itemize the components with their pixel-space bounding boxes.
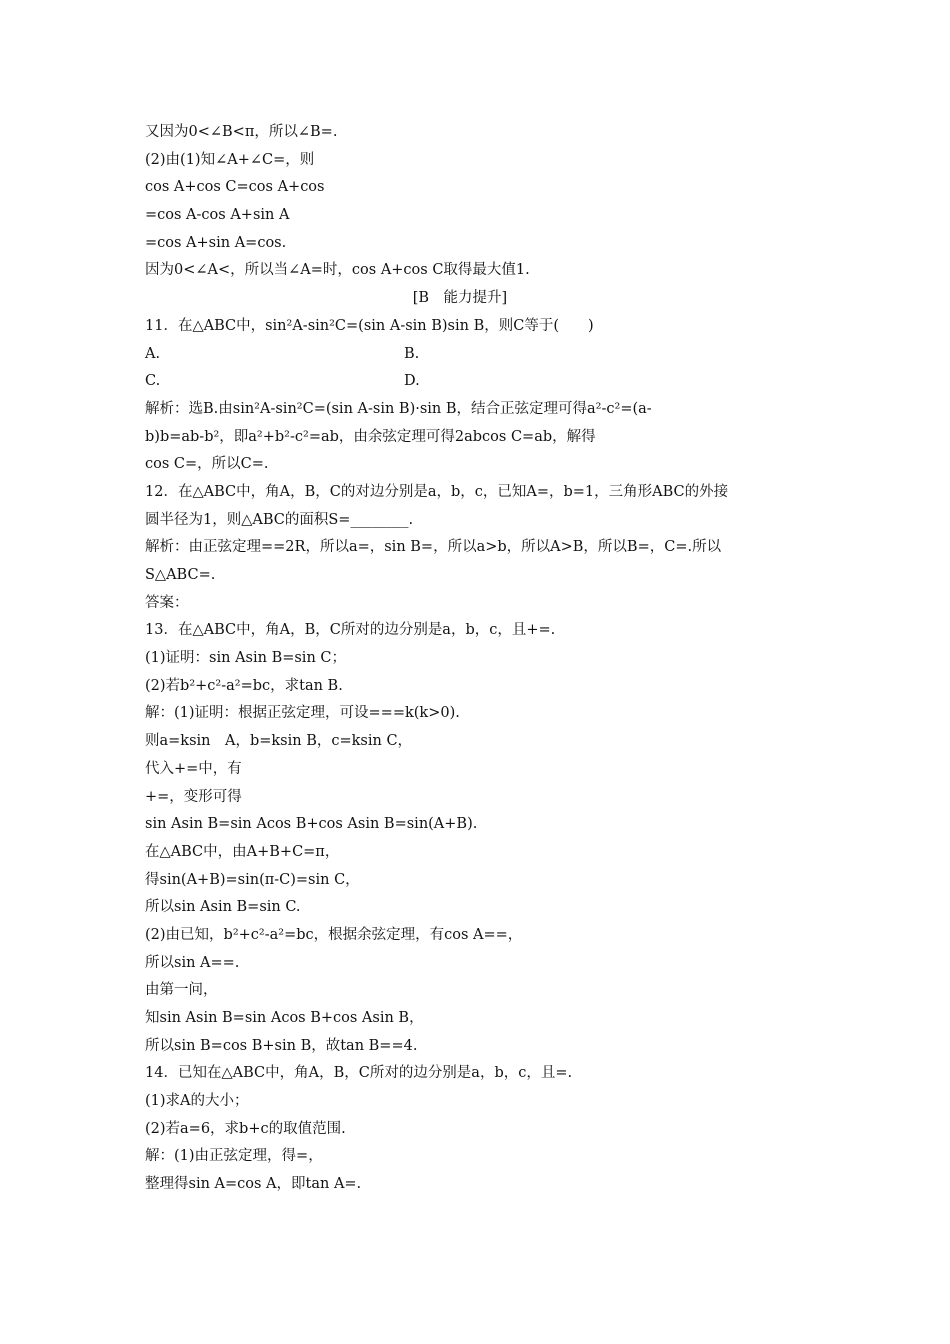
question-13-line: 则a=ksin A，b=ksin B，c=ksin C， (145, 733, 413, 750)
question-13-line: +=，变形可得 (145, 788, 242, 805)
question-14-line: 整理得sin A=cos A，即tan A=. (145, 1176, 362, 1193)
text-line: =cos A-cos A+sin A (145, 207, 290, 224)
question-11-stem: 11．在△ABC中，sin²A-sin²C=(sin A-sin B)sin B，则C等于( ) (145, 317, 594, 334)
question-13-line: 所以sin A==. (145, 954, 240, 971)
question-13-line: (2)由已知，b²+c²-a²=bc，根据余弦定理，有cos A==， (145, 926, 523, 943)
question-13-line: (2)若b²+c²-a²=bc，求tan B. (145, 677, 343, 694)
question-14-line: (2)若a=6，求b+c的取值范围. (145, 1120, 346, 1137)
analysis-line: cos C=，所以C=. (145, 456, 269, 473)
question-13-line: (1)证明：sin Asin B=sin C； (145, 650, 346, 667)
question-14-line: 14．已知在△ABC中，角A，B，C所对的边分别是a，b，c，且=. (145, 1065, 573, 1082)
question-11-options-row (145, 341, 815, 369)
text-line: (2)由(1)知∠A+∠C=，则 (145, 151, 315, 168)
question-11-options-row (145, 368, 815, 396)
option-a: A. (145, 345, 161, 362)
question-13-line: 13．在△ABC中，角A，B，C所对的边分别是a，b，c，且+=. (145, 622, 556, 639)
question-13-line: 解：(1)证明：根据正弦定理，可设===k(k>0). (145, 705, 460, 722)
option-c: C. (145, 373, 161, 390)
question-12-line: 解析：由正弦定理==2R，所以a=，sin B=，所以a>b，所以A>B，所以B=，C=.所以 (145, 539, 722, 556)
text-line: 因为0<∠A<，所以当∠A=时，cos A+cos C取得最大值1. (145, 262, 530, 279)
question-12-line: 12．在△ABC中，角A，B，C的对边分别是a，b，c，已知A=，b=1，三角形ABC的外接 (145, 483, 729, 500)
text-line: cos A+cos C=cos A+cos (145, 179, 325, 196)
question-12-line: 圆半径为1，则△ABC的面积S=________. (145, 511, 414, 528)
option-b: B. (404, 345, 420, 362)
question-12-line: 答案： (145, 594, 189, 611)
question-13-line: 得sin(A+B)=sin(π-C)=sin C， (145, 871, 360, 888)
question-14-line: 解：(1)由正弦定理，得=， (145, 1148, 323, 1165)
question-13-line: 在△ABC中，由A+B+C=π， (145, 843, 340, 860)
text-line: 又因为0<∠B<π，所以∠B=. (145, 124, 338, 140)
question-13-line: 由第一问， (145, 982, 218, 999)
analysis-line: b)b=ab-b²，即a²+b²-c²=ab，由余弦定理可得2abcos C=ab，解得 (145, 428, 596, 445)
document-body (145, 119, 815, 1199)
text-line: =cos A+sin A=cos. (145, 234, 287, 251)
question-13-line: 所以sin Asin B=sin C. (145, 899, 301, 916)
section-title: [B 能力提升] (412, 290, 508, 307)
question-13-line: 知sin Asin B=sin Acos B+cos Asin B， (145, 1010, 424, 1026)
analysis-line: 解析：选B.由sin²A-sin²C=(sin A-sin B)·sin B，结合正弦定理可得a²-c²=(a- (145, 400, 652, 417)
question-12-line: S△ABC=. (145, 567, 216, 583)
question-13-line: sin Asin B=sin Acos B+cos Asin B=sin(A+B). (145, 816, 478, 833)
option-d: D. (404, 373, 420, 390)
question-14-line: (1)求A的大小； (145, 1093, 249, 1110)
question-13-line: 代入+=中，有 (145, 760, 242, 777)
question-13-line: 所以sin B=cos B+sin B，故tan B==4. (145, 1037, 418, 1054)
